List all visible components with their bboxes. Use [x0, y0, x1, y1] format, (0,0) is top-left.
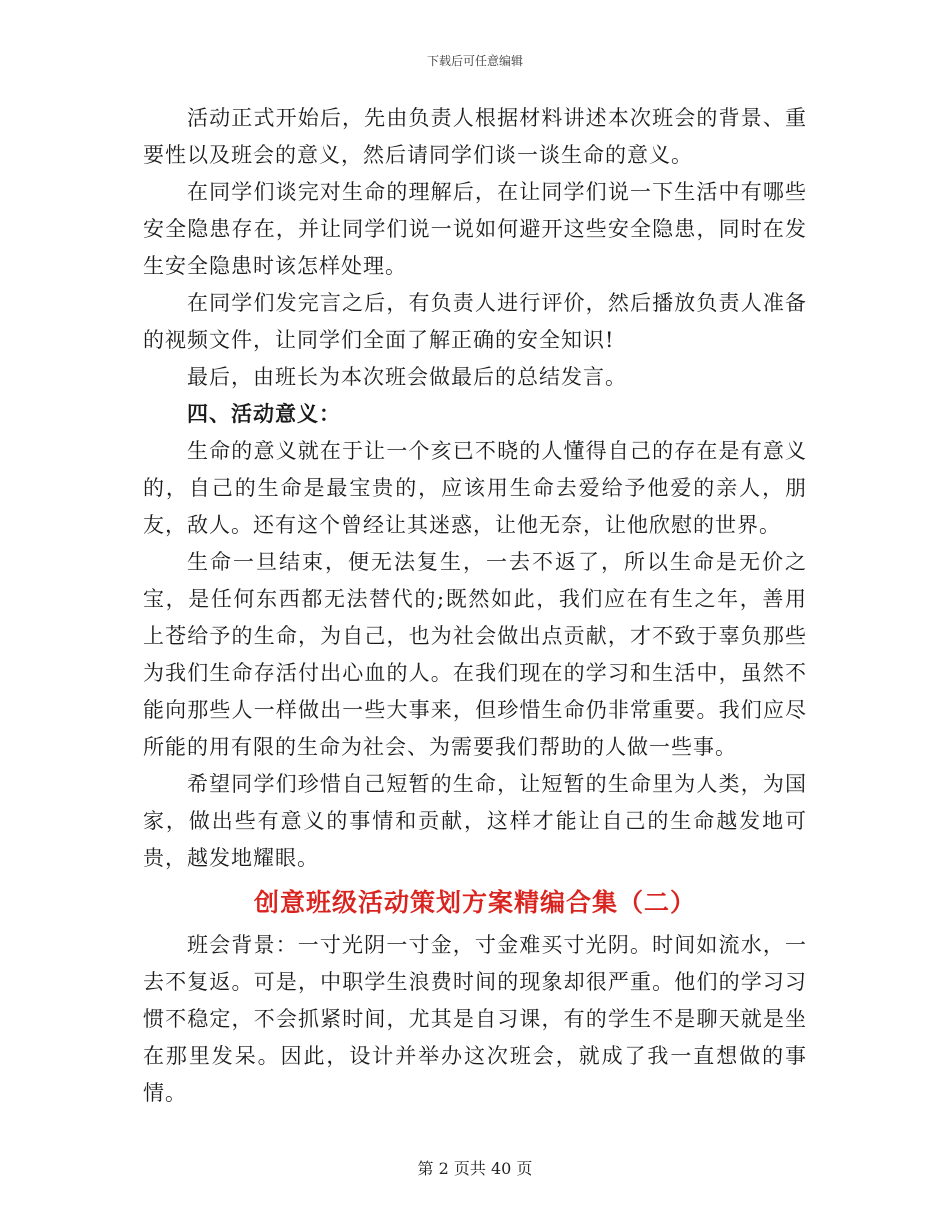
paragraph: 活动正式开始后，先由负责人根据材料讲述本次班会的背景、重要性以及班会的意义，然后请同学们谈一谈生命的意义。	[143, 106, 807, 167]
page-footer: 第 2 页共 40 页	[417, 1159, 533, 1178]
document-body	[143, 100, 807, 1112]
paragraph: 在同学们谈完对生命的理解后，在让同学们说一下生活中有哪些安全隐患存在，并让同学们说一说如何避开这些安全隐患，同时在发生安全隐患时该怎样处理。	[143, 180, 807, 278]
paragraph: 生命一旦结束，便无法复生，一去不返了，所以生命是无价之宝，是任何东西都无法替代的;既然如此，我们应在有生之年，善用上苍给予的生命，为自己，也为社会做出点贡献，才不致于辜负那些为我们生命存活付出心血的人。在我们现在的学习和生活中，虽然不能向那些人一样做出一些大事来，但珍惜生命仍非常重要。我们应尽所能的用有限的生命为社会、为需要我们帮助的人做一些事。	[143, 550, 807, 759]
paragraph: 生命的意义就在于让一个亥已不晓的人懂得自己的存在是有意义的，自己的生命是最宝贵的，应该用生命去爱给予他爱的亲人，朋友，敌人。还有这个曾经让其迷惑，让他无奈，让他欣慰的世界。	[143, 439, 807, 537]
section-title: 创意班级活动策划方案精编合集（二）	[253, 888, 696, 917]
paragraph: 在同学们发完言之后，有负责人进行评价，然后播放负责人准备的视频文件，让同学们全面了解正确的安全知识!	[143, 291, 807, 352]
page-header: 下载后可任意编辑	[426, 54, 523, 68]
section-heading-activity-meaning: 四、活动意义：	[187, 402, 341, 426]
paragraph: 班会背景：一寸光阴一寸金，寸金难买寸光阴。时间如流水，一去不复返。可是，中职学生浪费时间的现象却很严重。他们的学习习惯不稳定，不会抓紧时间，尤其是自习课，有的学生不是聊天就是坐在那里发呆。因此，设计并举办这次班会，就成了我一直想做的事情。	[143, 933, 807, 1105]
paragraph: 最后，由班长为本次班会做最后的总结发言。	[187, 365, 627, 389]
paragraph: 希望同学们珍惜自己短暂的生命，让短暂的生命里为人类，为国家，做出些有意义的事情和贡献，这样才能让自己的生命越发地可贵，越发地耀眼。	[143, 772, 807, 870]
